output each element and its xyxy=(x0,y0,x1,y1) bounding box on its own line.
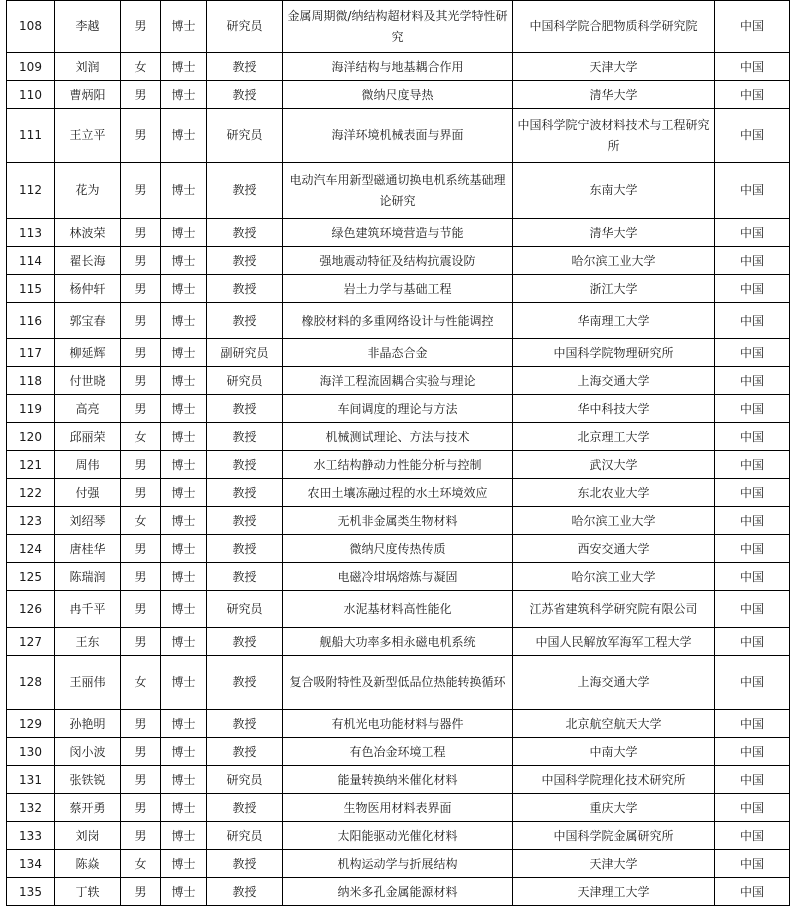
gender-cell: 男 xyxy=(121,247,161,275)
degree-cell: 博士 xyxy=(161,794,207,822)
country-cell: 中国 xyxy=(715,109,790,163)
organization-cell: 清华大学 xyxy=(513,219,715,247)
serial-number-cell: 133 xyxy=(7,822,55,850)
research-field-cell: 非晶态合金 xyxy=(283,339,513,367)
organization-cell: 清华大学 xyxy=(513,81,715,109)
job-title-cell: 教授 xyxy=(207,451,283,479)
gender-cell: 男 xyxy=(121,794,161,822)
degree-cell: 博士 xyxy=(161,451,207,479)
organization-cell: 天津理工大学 xyxy=(513,878,715,906)
name-cell: 付强 xyxy=(55,479,121,507)
research-field-cell: 绿色建筑环境营造与节能 xyxy=(283,219,513,247)
research-field-cell: 无机非金属类生物材料 xyxy=(283,507,513,535)
research-field-cell: 电磁冷坩埚熔炼与凝固 xyxy=(283,563,513,591)
degree-cell: 博士 xyxy=(161,563,207,591)
name-cell: 张铁锐 xyxy=(55,766,121,794)
degree-cell: 博士 xyxy=(161,535,207,563)
degree-cell: 博士 xyxy=(161,247,207,275)
table-row xyxy=(7,1,790,53)
job-title-cell: 研究员 xyxy=(207,109,283,163)
organization-cell: 哈尔滨工业大学 xyxy=(513,507,715,535)
degree-cell: 博士 xyxy=(161,656,207,710)
name-cell: 刘润 xyxy=(55,53,121,81)
country-cell: 中国 xyxy=(715,656,790,710)
serial-number-cell: 114 xyxy=(7,247,55,275)
gender-cell: 男 xyxy=(121,878,161,906)
gender-cell: 男 xyxy=(121,1,161,53)
name-cell: 刘岗 xyxy=(55,822,121,850)
table-row xyxy=(7,109,790,163)
serial-number-cell: 121 xyxy=(7,451,55,479)
research-field-cell: 微纳尺度传热传质 xyxy=(283,535,513,563)
job-title-cell: 教授 xyxy=(207,247,283,275)
degree-cell: 博士 xyxy=(161,479,207,507)
serial-number-cell: 117 xyxy=(7,339,55,367)
gender-cell: 女 xyxy=(121,850,161,878)
job-title-cell: 教授 xyxy=(207,878,283,906)
name-cell: 杨仲轩 xyxy=(55,275,121,303)
degree-cell: 博士 xyxy=(161,423,207,451)
country-cell: 中国 xyxy=(715,1,790,53)
job-title-cell: 教授 xyxy=(207,53,283,81)
table-row xyxy=(7,81,790,109)
country-cell: 中国 xyxy=(715,878,790,906)
serial-number-cell: 118 xyxy=(7,367,55,395)
research-field-cell: 舰船大功率多相永磁电机系统 xyxy=(283,628,513,656)
job-title-cell: 教授 xyxy=(207,81,283,109)
name-cell: 邱丽荣 xyxy=(55,423,121,451)
organization-cell: 中国科学院理化技术研究所 xyxy=(513,766,715,794)
country-cell: 中国 xyxy=(715,794,790,822)
table-row xyxy=(7,163,790,219)
table-row xyxy=(7,275,790,303)
serial-number-cell: 109 xyxy=(7,53,55,81)
table-row xyxy=(7,303,790,339)
research-field-cell: 水工结构静动力性能分析与控制 xyxy=(283,451,513,479)
serial-number-cell: 127 xyxy=(7,628,55,656)
degree-cell: 博士 xyxy=(161,163,207,219)
job-title-cell: 教授 xyxy=(207,219,283,247)
job-title-cell: 教授 xyxy=(207,163,283,219)
organization-cell: 天津大学 xyxy=(513,850,715,878)
name-cell: 刘绍琴 xyxy=(55,507,121,535)
gender-cell: 男 xyxy=(121,81,161,109)
serial-number-cell: 108 xyxy=(7,1,55,53)
gender-cell: 男 xyxy=(121,275,161,303)
degree-cell: 博士 xyxy=(161,53,207,81)
name-cell: 李越 xyxy=(55,1,121,53)
research-field-cell: 机构运动学与折展结构 xyxy=(283,850,513,878)
research-field-cell: 金属周期微/纳结构超材料及其光学特性研究 xyxy=(283,1,513,53)
organization-cell: 中国科学院金属研究所 xyxy=(513,822,715,850)
table-row xyxy=(7,423,790,451)
name-cell: 郭宝春 xyxy=(55,303,121,339)
serial-number-cell: 122 xyxy=(7,479,55,507)
organization-cell: 重庆大学 xyxy=(513,794,715,822)
country-cell: 中国 xyxy=(715,423,790,451)
name-cell: 孙艳明 xyxy=(55,710,121,738)
degree-cell: 博士 xyxy=(161,81,207,109)
organization-cell: 中国科学院物理研究所 xyxy=(513,339,715,367)
gender-cell: 男 xyxy=(121,395,161,423)
degree-cell: 博士 xyxy=(161,710,207,738)
research-field-cell: 水泥基材料高性能化 xyxy=(283,591,513,628)
country-cell: 中国 xyxy=(715,850,790,878)
organization-cell: 哈尔滨工业大学 xyxy=(513,247,715,275)
job-title-cell: 教授 xyxy=(207,794,283,822)
job-title-cell: 研究员 xyxy=(207,822,283,850)
name-cell: 翟长海 xyxy=(55,247,121,275)
research-field-cell: 海洋结构与地基耦合作用 xyxy=(283,53,513,81)
research-field-cell: 生物医用材料表界面 xyxy=(283,794,513,822)
organization-cell: 中国科学院宁波材料技术与工程研究所 xyxy=(513,109,715,163)
gender-cell: 男 xyxy=(121,109,161,163)
gender-cell: 男 xyxy=(121,535,161,563)
country-cell: 中国 xyxy=(715,163,790,219)
name-cell: 陈焱 xyxy=(55,850,121,878)
organization-cell: 华中科技大学 xyxy=(513,395,715,423)
table-row xyxy=(7,247,790,275)
table-row xyxy=(7,339,790,367)
serial-number-cell: 129 xyxy=(7,710,55,738)
serial-number-cell: 124 xyxy=(7,535,55,563)
degree-cell: 博士 xyxy=(161,275,207,303)
serial-number-cell: 134 xyxy=(7,850,55,878)
gender-cell: 男 xyxy=(121,339,161,367)
table-row xyxy=(7,628,790,656)
job-title-cell: 研究员 xyxy=(207,367,283,395)
table-row xyxy=(7,53,790,81)
serial-number-cell: 112 xyxy=(7,163,55,219)
table-row xyxy=(7,878,790,906)
name-cell: 蔡开勇 xyxy=(55,794,121,822)
gender-cell: 男 xyxy=(121,303,161,339)
country-cell: 中国 xyxy=(715,53,790,81)
table-row xyxy=(7,479,790,507)
gender-cell: 男 xyxy=(121,367,161,395)
job-title-cell: 研究员 xyxy=(207,591,283,628)
table-row xyxy=(7,591,790,628)
degree-cell: 博士 xyxy=(161,738,207,766)
serial-number-cell: 130 xyxy=(7,738,55,766)
organization-cell: 东北农业大学 xyxy=(513,479,715,507)
job-title-cell: 教授 xyxy=(207,507,283,535)
research-field-cell: 纳米多孔金属能源材料 xyxy=(283,878,513,906)
gender-cell: 女 xyxy=(121,507,161,535)
name-cell: 冉千平 xyxy=(55,591,121,628)
job-title-cell: 教授 xyxy=(207,563,283,591)
organization-cell: 北京航空航天大学 xyxy=(513,710,715,738)
table-row xyxy=(7,766,790,794)
name-cell: 王东 xyxy=(55,628,121,656)
country-cell: 中国 xyxy=(715,822,790,850)
name-cell: 丁轶 xyxy=(55,878,121,906)
name-cell: 柳延辉 xyxy=(55,339,121,367)
organization-cell: 武汉大学 xyxy=(513,451,715,479)
country-cell: 中国 xyxy=(715,479,790,507)
research-field-cell: 农田土壤冻融过程的水土环境效应 xyxy=(283,479,513,507)
table-body xyxy=(7,1,790,906)
country-cell: 中国 xyxy=(715,247,790,275)
table-row xyxy=(7,395,790,423)
degree-cell: 博士 xyxy=(161,1,207,53)
country-cell: 中国 xyxy=(715,507,790,535)
gender-cell: 男 xyxy=(121,219,161,247)
research-field-cell: 强地震动特征及结构抗震设防 xyxy=(283,247,513,275)
organization-cell: 华南理工大学 xyxy=(513,303,715,339)
gender-cell: 女 xyxy=(121,423,161,451)
organization-cell: 东南大学 xyxy=(513,163,715,219)
table-row xyxy=(7,710,790,738)
organization-cell: 北京理工大学 xyxy=(513,423,715,451)
research-field-cell: 岩土力学与基础工程 xyxy=(283,275,513,303)
table-row xyxy=(7,656,790,710)
country-cell: 中国 xyxy=(715,535,790,563)
country-cell: 中国 xyxy=(715,339,790,367)
job-title-cell: 教授 xyxy=(207,479,283,507)
name-cell: 曹炳阳 xyxy=(55,81,121,109)
research-field-cell: 太阳能驱动光催化材料 xyxy=(283,822,513,850)
gender-cell: 男 xyxy=(121,163,161,219)
name-cell: 花为 xyxy=(55,163,121,219)
serial-number-cell: 111 xyxy=(7,109,55,163)
gender-cell: 男 xyxy=(121,738,161,766)
country-cell: 中国 xyxy=(715,275,790,303)
research-field-cell: 电动汽车用新型磁通切换电机系统基础理论研究 xyxy=(283,163,513,219)
degree-cell: 博士 xyxy=(161,766,207,794)
name-cell: 林波荣 xyxy=(55,219,121,247)
name-cell: 高亮 xyxy=(55,395,121,423)
job-title-cell: 教授 xyxy=(207,656,283,710)
country-cell: 中国 xyxy=(715,219,790,247)
gender-cell: 男 xyxy=(121,710,161,738)
organization-cell: 浙江大学 xyxy=(513,275,715,303)
research-field-cell: 机械测试理论、方法与技术 xyxy=(283,423,513,451)
job-title-cell: 研究员 xyxy=(207,1,283,53)
gender-cell: 男 xyxy=(121,479,161,507)
gender-cell: 男 xyxy=(121,451,161,479)
job-title-cell: 教授 xyxy=(207,275,283,303)
job-title-cell: 副研究员 xyxy=(207,339,283,367)
serial-number-cell: 128 xyxy=(7,656,55,710)
country-cell: 中国 xyxy=(715,738,790,766)
country-cell: 中国 xyxy=(715,766,790,794)
name-cell: 陈瑞润 xyxy=(55,563,121,591)
gender-cell: 男 xyxy=(121,591,161,628)
job-title-cell: 教授 xyxy=(207,850,283,878)
name-cell: 王立平 xyxy=(55,109,121,163)
research-field-cell: 有色冶金环境工程 xyxy=(283,738,513,766)
gender-cell: 男 xyxy=(121,628,161,656)
research-field-cell: 车间调度的理论与方法 xyxy=(283,395,513,423)
table-row xyxy=(7,507,790,535)
gender-cell: 女 xyxy=(121,53,161,81)
job-title-cell: 教授 xyxy=(207,628,283,656)
country-cell: 中国 xyxy=(715,591,790,628)
degree-cell: 博士 xyxy=(161,628,207,656)
organization-cell: 江苏省建筑科学研究院有限公司 xyxy=(513,591,715,628)
research-field-cell: 复合吸附特性及新型低品位热能转换循环 xyxy=(283,656,513,710)
table-row xyxy=(7,794,790,822)
serial-number-cell: 110 xyxy=(7,81,55,109)
country-cell: 中国 xyxy=(715,81,790,109)
serial-number-cell: 120 xyxy=(7,423,55,451)
name-cell: 付世晓 xyxy=(55,367,121,395)
organization-cell: 上海交通大学 xyxy=(513,656,715,710)
country-cell: 中国 xyxy=(715,710,790,738)
job-title-cell: 教授 xyxy=(207,738,283,766)
country-cell: 中国 xyxy=(715,303,790,339)
name-cell: 闵小波 xyxy=(55,738,121,766)
gender-cell: 男 xyxy=(121,766,161,794)
gender-cell: 男 xyxy=(121,822,161,850)
degree-cell: 博士 xyxy=(161,367,207,395)
country-cell: 中国 xyxy=(715,563,790,591)
research-field-cell: 能量转换纳米催化材料 xyxy=(283,766,513,794)
job-title-cell: 教授 xyxy=(207,303,283,339)
serial-number-cell: 123 xyxy=(7,507,55,535)
talent-list-table xyxy=(6,0,790,906)
table-row xyxy=(7,850,790,878)
organization-cell: 中南大学 xyxy=(513,738,715,766)
research-field-cell: 有机光电功能材料与器件 xyxy=(283,710,513,738)
organization-cell: 西安交通大学 xyxy=(513,535,715,563)
serial-number-cell: 131 xyxy=(7,766,55,794)
degree-cell: 博士 xyxy=(161,395,207,423)
research-field-cell: 橡胶材料的多重网络设计与性能调控 xyxy=(283,303,513,339)
country-cell: 中国 xyxy=(715,451,790,479)
country-cell: 中国 xyxy=(715,628,790,656)
organization-cell: 中国人民解放军海军工程大学 xyxy=(513,628,715,656)
table-row xyxy=(7,822,790,850)
serial-number-cell: 119 xyxy=(7,395,55,423)
research-field-cell: 海洋环境机械表面与界面 xyxy=(283,109,513,163)
name-cell: 王丽伟 xyxy=(55,656,121,710)
gender-cell: 女 xyxy=(121,656,161,710)
serial-number-cell: 132 xyxy=(7,794,55,822)
degree-cell: 博士 xyxy=(161,591,207,628)
name-cell: 唐桂华 xyxy=(55,535,121,563)
degree-cell: 博士 xyxy=(161,339,207,367)
serial-number-cell: 115 xyxy=(7,275,55,303)
degree-cell: 博士 xyxy=(161,109,207,163)
organization-cell: 上海交通大学 xyxy=(513,367,715,395)
serial-number-cell: 116 xyxy=(7,303,55,339)
serial-number-cell: 126 xyxy=(7,591,55,628)
table-row xyxy=(7,738,790,766)
country-cell: 中国 xyxy=(715,367,790,395)
organization-cell: 中国科学院合肥物质科学研究院 xyxy=(513,1,715,53)
name-cell: 周伟 xyxy=(55,451,121,479)
research-field-cell: 海洋工程流固耦合实验与理论 xyxy=(283,367,513,395)
gender-cell: 男 xyxy=(121,563,161,591)
serial-number-cell: 135 xyxy=(7,878,55,906)
degree-cell: 博士 xyxy=(161,822,207,850)
table-row xyxy=(7,535,790,563)
job-title-cell: 教授 xyxy=(207,710,283,738)
degree-cell: 博士 xyxy=(161,219,207,247)
serial-number-cell: 113 xyxy=(7,219,55,247)
job-title-cell: 研究员 xyxy=(207,766,283,794)
job-title-cell: 教授 xyxy=(207,535,283,563)
degree-cell: 博士 xyxy=(161,878,207,906)
table-row xyxy=(7,219,790,247)
serial-number-cell: 125 xyxy=(7,563,55,591)
table-row xyxy=(7,563,790,591)
table-row xyxy=(7,367,790,395)
organization-cell: 哈尔滨工业大学 xyxy=(513,563,715,591)
degree-cell: 博士 xyxy=(161,507,207,535)
job-title-cell: 教授 xyxy=(207,423,283,451)
country-cell: 中国 xyxy=(715,395,790,423)
organization-cell: 天津大学 xyxy=(513,53,715,81)
job-title-cell: 教授 xyxy=(207,395,283,423)
degree-cell: 博士 xyxy=(161,850,207,878)
table-row xyxy=(7,451,790,479)
degree-cell: 博士 xyxy=(161,303,207,339)
research-field-cell: 微纳尺度导热 xyxy=(283,81,513,109)
